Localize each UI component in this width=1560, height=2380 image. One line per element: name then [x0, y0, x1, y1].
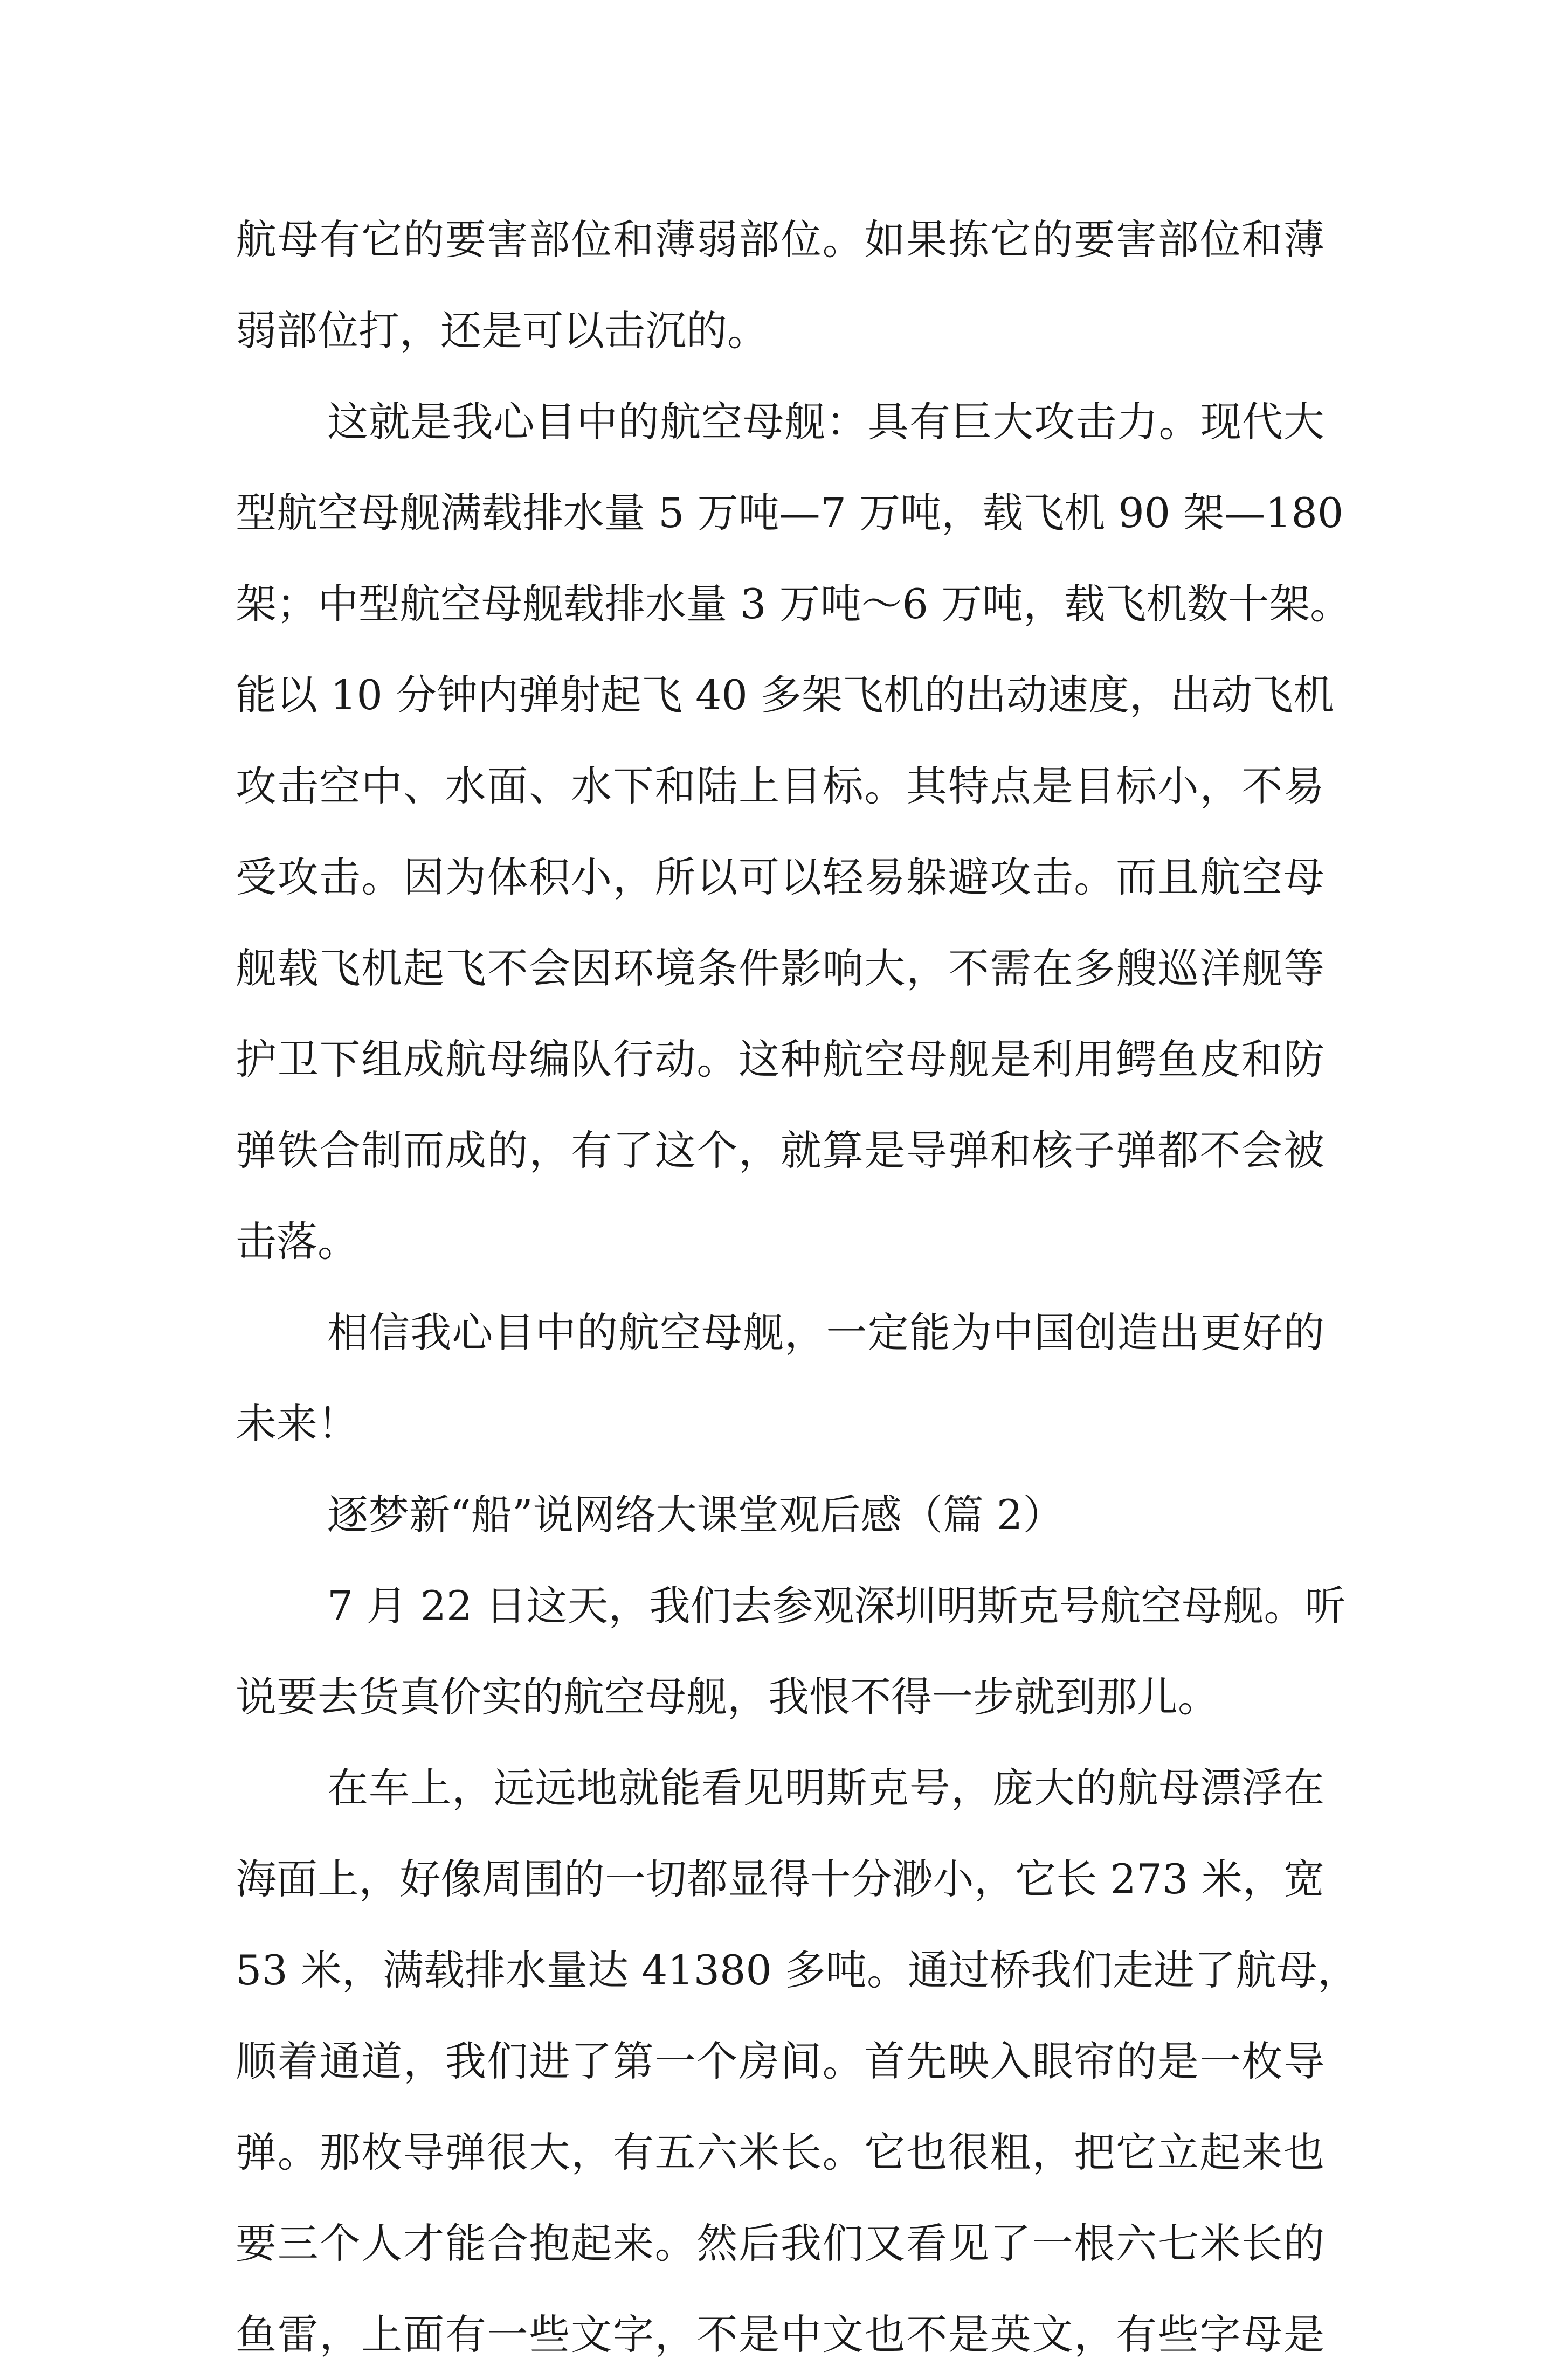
paragraph-first-line: 在车上，远远地就能看见明斯克号，庞大的航母漂浮在	[327, 1764, 1324, 1812]
text-line: 舰载飞机起飞不会因环境条件影响大，不需在多艘巡洋舰等	[236, 944, 1324, 992]
text-line: 弹。那枚导弹很大，有五六米长。它也很粗，把它立起来也	[236, 2128, 1324, 2176]
text-line: 型航空母舰满载排水量 5 万吨—7 万吨，载飞机 90 架—180	[236, 489, 1344, 537]
text-line: 受攻击。因为体积小，所以可以轻易躲避攻击。而且航空母	[236, 853, 1324, 901]
paragraph-first-line: 7 月 22 日这天，我们去参观深圳明斯克号航空母舰。听	[327, 1582, 1346, 1630]
text-line: 鱼雷，上面有一些文字，不是中文也不是英文，有些字母是	[236, 2310, 1324, 2358]
text-line: 要三个人才能合抱起来。然后我们又看见了一根六七米长的	[236, 2219, 1324, 2267]
text-line: 海面上，好像周围的一切都显得十分渺小，它长 273 米，宽	[236, 1855, 1324, 1903]
text-line: 能以 10 分钟内弹射起飞 40 多架飞机的出动速度，出动飞机	[236, 671, 1335, 719]
text-line: 架；中型航空母舰载排水量 3 万吨～6 万吨，载飞机数十架。	[236, 580, 1351, 628]
text-line: 航母有它的要害部位和薄弱部位。如果拣它的要害部位和薄	[236, 216, 1324, 264]
text-line: 击落。	[236, 1217, 358, 1265]
paragraph-first-line: 这就是我心目中的航空母舰：具有巨大攻击力。现代大	[327, 398, 1324, 446]
text-line: 弹铁合制而成的，有了这个，就算是导弹和核子弹都不会被	[236, 1126, 1324, 1174]
document-body	[236, 194, 1358, 2380]
text-line: 未来！	[236, 1400, 358, 1448]
text-line: 53 米，满载排水量达 41380 多吨。通过桥我们走进了航母，	[236, 1946, 1358, 1994]
text-line: 弱部位打，还是可以击沉的。	[236, 307, 768, 355]
text-line: 说要去货真价实的航空母舰，我恨不得一步就到那儿。	[236, 1673, 1219, 1721]
text-line: 顺着通道，我们进了第一个房间。首先映入眼帘的是一枚导	[236, 2037, 1324, 2085]
paragraph-first-line: 逐梦新“船”说网络大课堂观后感（篇 2）	[327, 1491, 1064, 1539]
text-line: 攻击空中、水面、水下和陆上目标。其特点是目标小，不易	[236, 762, 1324, 810]
text-line: 护卫下组成航母编队行动。这种航空母舰是利用鳄鱼皮和防	[236, 1035, 1324, 1083]
paragraph-first-line: 相信我心目中的航空母舰，一定能为中国创造出更好的	[327, 1309, 1324, 1357]
